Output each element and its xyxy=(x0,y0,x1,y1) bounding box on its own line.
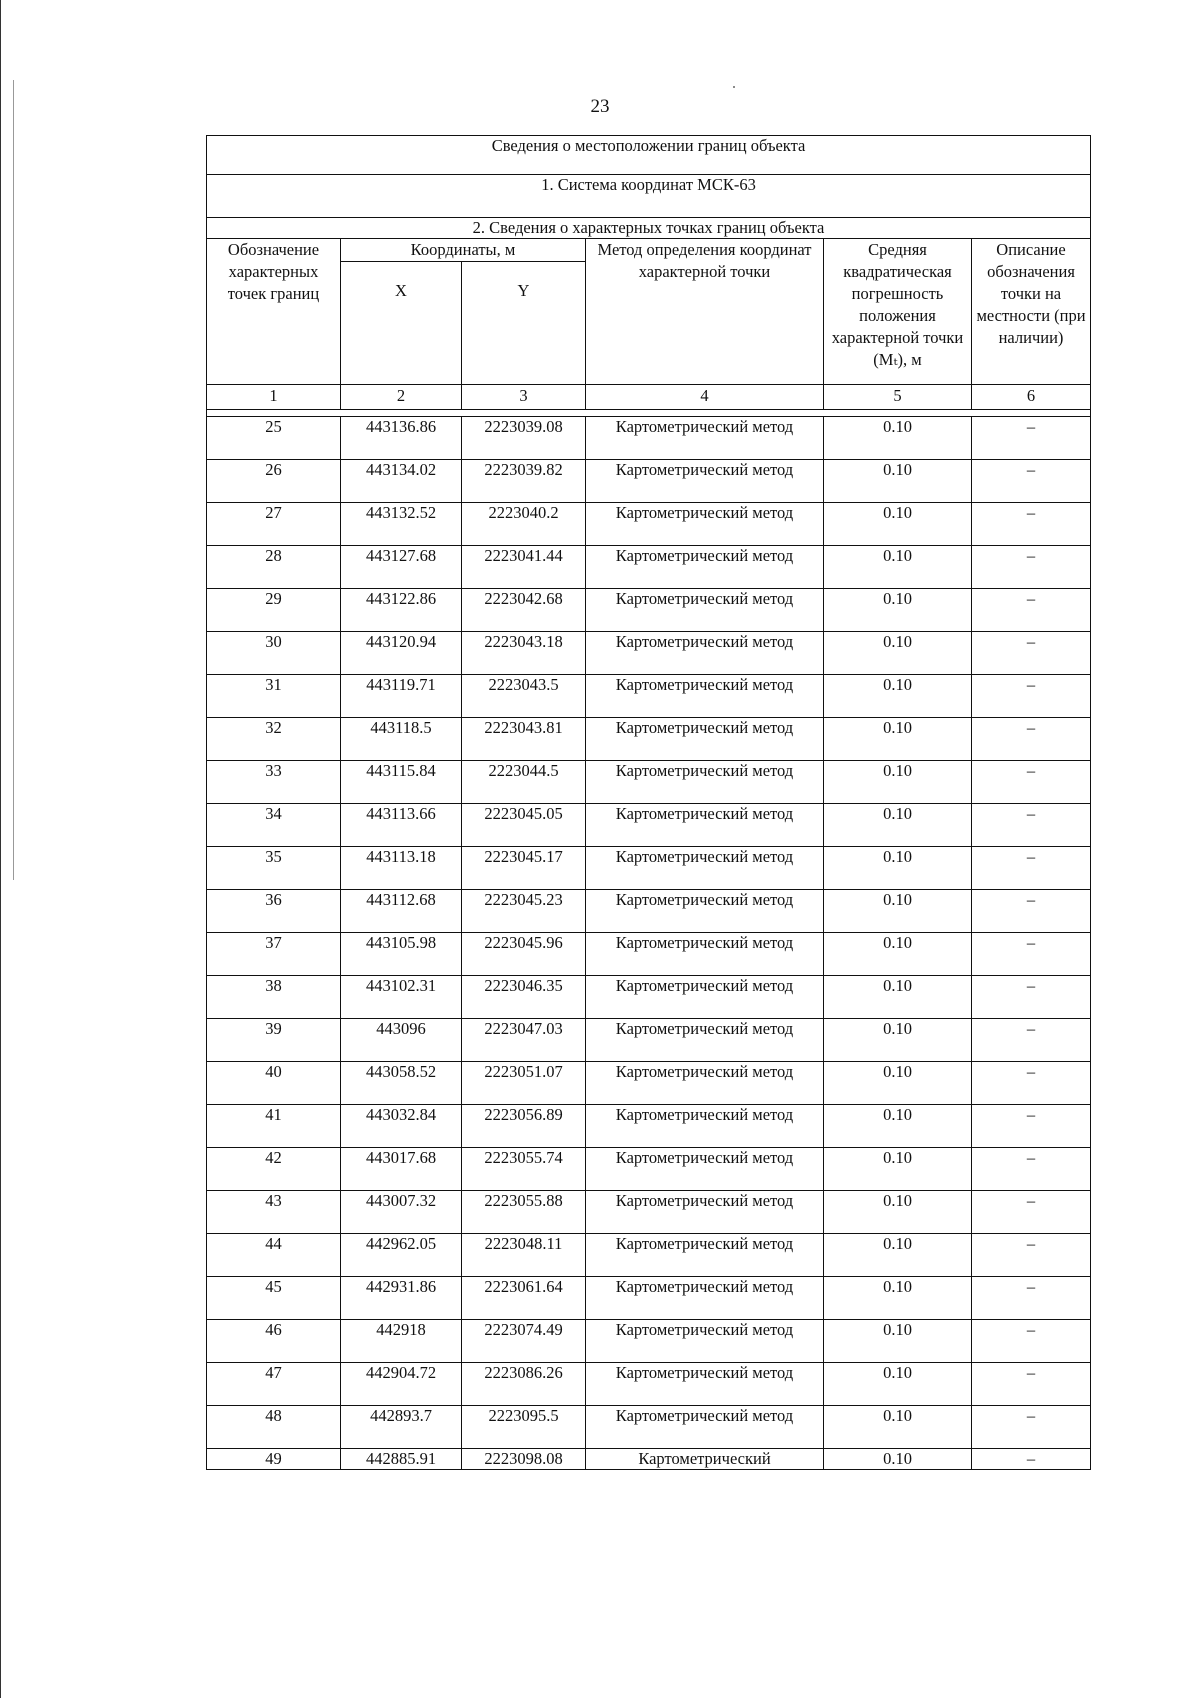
cell-y: 2223045.96 xyxy=(462,933,586,976)
cell-point: 36 xyxy=(207,890,341,933)
cell-method: Картометрический метод xyxy=(586,1191,824,1234)
cell-y: 2223040.2 xyxy=(462,503,586,546)
column-number: 1 xyxy=(207,385,341,410)
table-row xyxy=(207,1148,1091,1191)
cell-x: 442931.86 xyxy=(341,1277,462,1320)
cell-description: – xyxy=(972,804,1091,847)
cell-description: – xyxy=(972,632,1091,675)
cell-error: 0.10 xyxy=(824,1449,972,1470)
cell-x: 443115.84 xyxy=(341,761,462,804)
cell-x: 443096 xyxy=(341,1019,462,1062)
cell-x: 443132.52 xyxy=(341,503,462,546)
cell-y: 2223043.81 xyxy=(462,718,586,761)
cell-error: 0.10 xyxy=(824,460,972,503)
coordinate-system: 1. Система координат МСК-63 xyxy=(207,175,1091,218)
cell-method: Картометрический метод xyxy=(586,1105,824,1148)
cell-y: 2223056.89 xyxy=(462,1105,586,1148)
cell-method: Картометрический метод xyxy=(586,847,824,890)
boundary-points-table xyxy=(206,135,1091,1470)
cell-description: – xyxy=(972,589,1091,632)
cell-x: 442885.91 xyxy=(341,1449,462,1470)
table-row xyxy=(207,1449,1091,1470)
cell-point: 29 xyxy=(207,589,341,632)
cell-x: 443017.68 xyxy=(341,1148,462,1191)
cell-error: 0.10 xyxy=(824,933,972,976)
header-spacer xyxy=(207,410,1091,417)
cell-error: 0.10 xyxy=(824,890,972,933)
cell-x: 442904.72 xyxy=(341,1363,462,1406)
cell-x: 443122.86 xyxy=(341,589,462,632)
cell-point: 41 xyxy=(207,1105,341,1148)
cell-y: 2223046.35 xyxy=(462,976,586,1019)
cell-y: 2223039.08 xyxy=(462,417,586,460)
table-row xyxy=(207,546,1091,589)
header-x: X xyxy=(341,262,462,385)
cell-method: Картометрический метод xyxy=(586,460,824,503)
cell-description: – xyxy=(972,1191,1091,1234)
cell-y: 2223043.18 xyxy=(462,632,586,675)
cell-error: 0.10 xyxy=(824,589,972,632)
section-title: 2. Сведения о характерных точках границ объекта xyxy=(207,218,1091,239)
table-row xyxy=(207,890,1091,933)
cell-point: 45 xyxy=(207,1277,341,1320)
cell-description: – xyxy=(972,1363,1091,1406)
table-row xyxy=(207,460,1091,503)
cell-description: – xyxy=(972,1277,1091,1320)
cell-description: – xyxy=(972,460,1091,503)
cell-y: 2223041.44 xyxy=(462,546,586,589)
cell-point: 28 xyxy=(207,546,341,589)
cell-method: Картометрический метод xyxy=(586,761,824,804)
cell-y: 2223044.5 xyxy=(462,761,586,804)
cell-description: – xyxy=(972,890,1091,933)
cell-y: 2223074.49 xyxy=(462,1320,586,1363)
scan-artifact-line xyxy=(13,80,14,880)
cell-description: – xyxy=(972,976,1091,1019)
cell-method: Картометрический метод xyxy=(586,1062,824,1105)
column-number: 5 xyxy=(824,385,972,410)
table-row xyxy=(207,589,1091,632)
table-row xyxy=(207,1277,1091,1320)
cell-x: 443058.52 xyxy=(341,1062,462,1105)
cell-point: 46 xyxy=(207,1320,341,1363)
cell-point: 38 xyxy=(207,976,341,1019)
header-error: Средняя квадратическая погрешность положения характерной точки (Mₜ), м xyxy=(824,239,972,385)
table-row xyxy=(207,847,1091,890)
cell-error: 0.10 xyxy=(824,1148,972,1191)
cell-point: 27 xyxy=(207,503,341,546)
cell-point: 31 xyxy=(207,675,341,718)
cell-description: – xyxy=(972,1105,1091,1148)
column-number: 3 xyxy=(462,385,586,410)
cell-description: – xyxy=(972,1148,1091,1191)
table-row xyxy=(207,1062,1091,1105)
cell-x: 442893.7 xyxy=(341,1406,462,1449)
cell-point: 39 xyxy=(207,1019,341,1062)
page-number: 23 xyxy=(590,96,610,117)
cell-method: Картометрический метод xyxy=(586,890,824,933)
table-row xyxy=(207,632,1091,675)
table-row xyxy=(207,1234,1091,1277)
cell-point: 25 xyxy=(207,417,341,460)
cell-x: 443102.31 xyxy=(341,976,462,1019)
table-row xyxy=(207,804,1091,847)
cell-x: 442918 xyxy=(341,1320,462,1363)
cell-error: 0.10 xyxy=(824,503,972,546)
cell-y: 2223061.64 xyxy=(462,1277,586,1320)
table-row xyxy=(207,1105,1091,1148)
scan-speck xyxy=(733,86,735,88)
table-row xyxy=(207,933,1091,976)
header-y: Y xyxy=(462,262,586,385)
cell-y: 2223042.68 xyxy=(462,589,586,632)
table-title: Сведения о местоположении границ объекта xyxy=(207,136,1091,175)
cell-description: – xyxy=(972,1062,1091,1105)
cell-error: 0.10 xyxy=(824,1019,972,1062)
cell-point: 35 xyxy=(207,847,341,890)
cell-description: – xyxy=(972,1406,1091,1449)
column-number: 2 xyxy=(341,385,462,410)
cell-point: 26 xyxy=(207,460,341,503)
cell-method: Картометрический метод xyxy=(586,1363,824,1406)
cell-x: 443113.66 xyxy=(341,804,462,847)
cell-error: 0.10 xyxy=(824,1406,972,1449)
cell-y: 2223039.82 xyxy=(462,460,586,503)
cell-point: 37 xyxy=(207,933,341,976)
cell-y: 2223048.11 xyxy=(462,1234,586,1277)
cell-y: 2223045.23 xyxy=(462,890,586,933)
table-row xyxy=(207,1191,1091,1234)
cell-x: 443105.98 xyxy=(341,933,462,976)
spacer-cell xyxy=(207,410,1091,417)
cell-point: 32 xyxy=(207,718,341,761)
cell-x: 442962.05 xyxy=(341,1234,462,1277)
cell-y: 2223086.26 xyxy=(462,1363,586,1406)
cell-x: 443032.84 xyxy=(341,1105,462,1148)
column-number: 4 xyxy=(586,385,824,410)
cell-method: Картометрический метод xyxy=(586,1019,824,1062)
header-designation: Обозначение характерных точек границ xyxy=(207,239,341,385)
cell-point: 42 xyxy=(207,1148,341,1191)
cell-error: 0.10 xyxy=(824,1363,972,1406)
cell-error: 0.10 xyxy=(824,1105,972,1148)
cell-y: 2223047.03 xyxy=(462,1019,586,1062)
table-row xyxy=(207,761,1091,804)
cell-description: – xyxy=(972,933,1091,976)
cell-x: 443112.68 xyxy=(341,890,462,933)
table-row xyxy=(207,976,1091,1019)
cell-method: Картометрический метод xyxy=(586,417,824,460)
cell-point: 47 xyxy=(207,1363,341,1406)
cell-error: 0.10 xyxy=(824,847,972,890)
table-row xyxy=(207,417,1091,460)
cell-x: 443136.86 xyxy=(341,417,462,460)
cell-y: 2223098.08 xyxy=(462,1449,586,1470)
cell-x: 443134.02 xyxy=(341,460,462,503)
cell-point: 34 xyxy=(207,804,341,847)
cell-description: – xyxy=(972,1019,1091,1062)
cell-description: – xyxy=(972,1449,1091,1470)
cell-point: 44 xyxy=(207,1234,341,1277)
cell-point: 48 xyxy=(207,1406,341,1449)
cell-description: – xyxy=(972,718,1091,761)
cell-error: 0.10 xyxy=(824,804,972,847)
cell-y: 2223095.5 xyxy=(462,1406,586,1449)
cell-x: 443118.5 xyxy=(341,718,462,761)
cell-x: 443127.68 xyxy=(341,546,462,589)
cell-method: Картометрический метод xyxy=(586,804,824,847)
cell-error: 0.10 xyxy=(824,1320,972,1363)
table-row xyxy=(207,718,1091,761)
cell-y: 2223051.07 xyxy=(462,1062,586,1105)
cell-method: Картометрический метод xyxy=(586,1277,824,1320)
cell-method: Картометрический метод xyxy=(586,675,824,718)
table-row xyxy=(207,1320,1091,1363)
cell-method: Картометрический метод xyxy=(586,546,824,589)
cell-method: Картометрический метод xyxy=(586,976,824,1019)
cell-error: 0.10 xyxy=(824,675,972,718)
cell-error: 0.10 xyxy=(824,1277,972,1320)
cell-y: 2223045.05 xyxy=(462,804,586,847)
cell-method: Картометрический метод xyxy=(586,1148,824,1191)
cell-description: – xyxy=(972,1320,1091,1363)
cell-error: 0.10 xyxy=(824,546,972,589)
header-description: Описание обозначения точки на местности (при наличии) xyxy=(972,239,1091,385)
cell-description: – xyxy=(972,1234,1091,1277)
cell-x: 443113.18 xyxy=(341,847,462,890)
cell-method: Картометрический метод xyxy=(586,1320,824,1363)
cell-description: – xyxy=(972,546,1091,589)
cell-error: 0.10 xyxy=(824,761,972,804)
cell-error: 0.10 xyxy=(824,1191,972,1234)
scan-left-edge xyxy=(0,0,3,1698)
column-number: 6 xyxy=(972,385,1091,410)
cell-description: – xyxy=(972,847,1091,890)
cell-point: 43 xyxy=(207,1191,341,1234)
cell-method: Картометрический метод xyxy=(586,1234,824,1277)
cell-error: 0.10 xyxy=(824,1062,972,1105)
header-method: Метод определения координат характерной точки xyxy=(586,239,824,385)
cell-x: 443119.71 xyxy=(341,675,462,718)
cell-point: 30 xyxy=(207,632,341,675)
cell-point: 49 xyxy=(207,1449,341,1470)
cell-y: 2223055.88 xyxy=(462,1191,586,1234)
cell-description: – xyxy=(972,675,1091,718)
cell-error: 0.10 xyxy=(824,718,972,761)
cell-error: 0.10 xyxy=(824,417,972,460)
cell-point: 33 xyxy=(207,761,341,804)
cell-method: Картометрический метод xyxy=(586,933,824,976)
cell-method: Картометрический xyxy=(586,1449,824,1470)
table-row xyxy=(207,1363,1091,1406)
cell-x: 443007.32 xyxy=(341,1191,462,1234)
table-row xyxy=(207,675,1091,718)
cell-point: 40 xyxy=(207,1062,341,1105)
table-row xyxy=(207,1019,1091,1062)
cell-method: Картометрический метод xyxy=(586,718,824,761)
cell-y: 2223045.17 xyxy=(462,847,586,890)
cell-error: 0.10 xyxy=(824,976,972,1019)
cell-error: 0.10 xyxy=(824,1234,972,1277)
cell-description: – xyxy=(972,417,1091,460)
cell-description: – xyxy=(972,761,1091,804)
cell-method: Картометрический метод xyxy=(586,503,824,546)
cell-error: 0.10 xyxy=(824,632,972,675)
cell-y: 2223055.74 xyxy=(462,1148,586,1191)
cell-method: Картометрический метод xyxy=(586,1406,824,1449)
table-row xyxy=(207,503,1091,546)
cell-y: 2223043.5 xyxy=(462,675,586,718)
cell-x: 443120.94 xyxy=(341,632,462,675)
header-coordinates: Координаты, м xyxy=(341,239,586,262)
cell-method: Картометрический метод xyxy=(586,632,824,675)
cell-description: – xyxy=(972,503,1091,546)
table-row xyxy=(207,1406,1091,1449)
cell-method: Картометрический метод xyxy=(586,589,824,632)
